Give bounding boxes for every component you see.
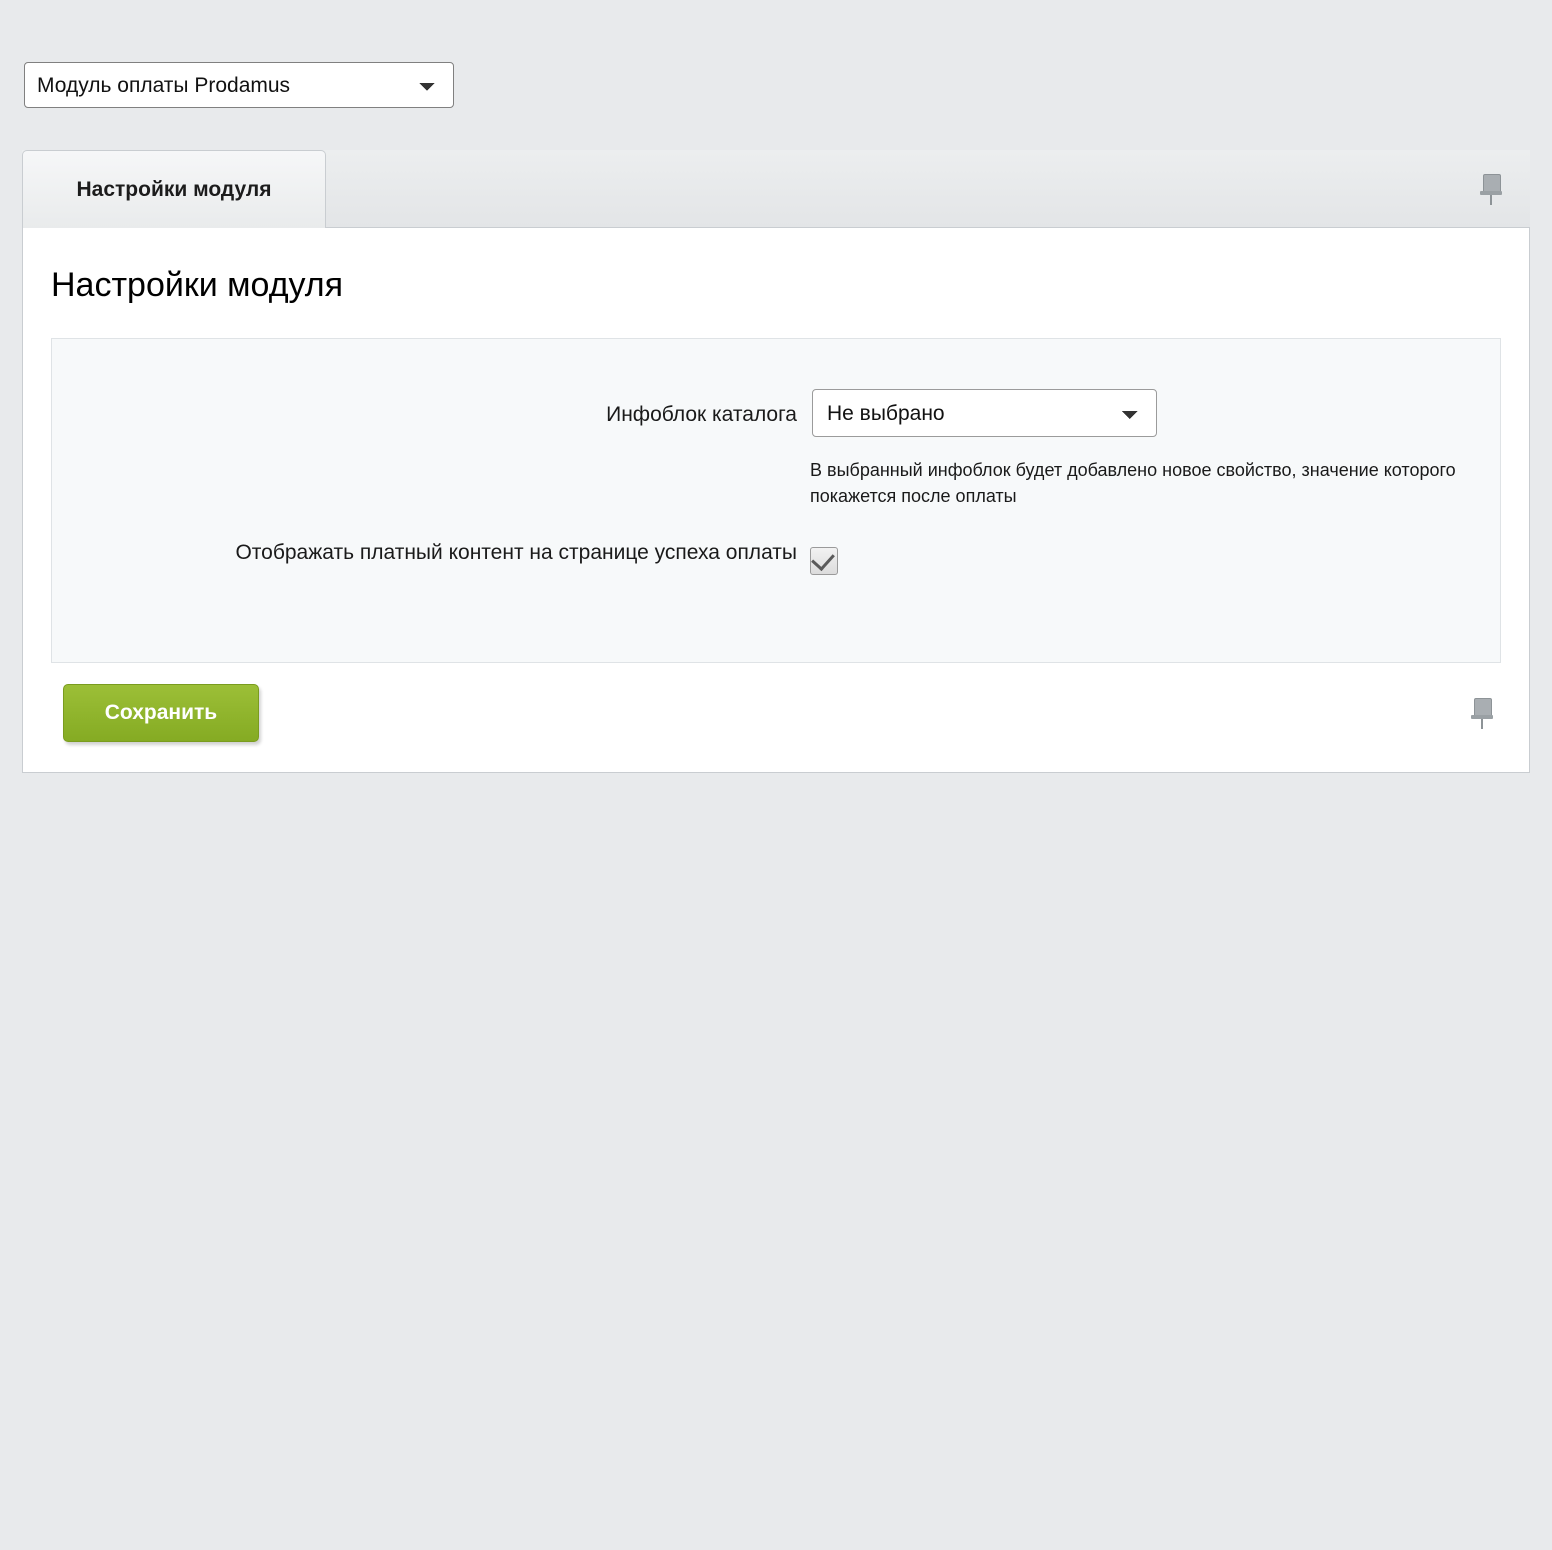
tab-strip bbox=[22, 150, 1530, 228]
settings-fieldset bbox=[51, 338, 1501, 663]
check-icon bbox=[811, 547, 835, 571]
pin-icon[interactable] bbox=[1480, 174, 1502, 204]
module-selector-wrap bbox=[24, 62, 454, 108]
save-button[interactable]: Сохранить bbox=[63, 684, 259, 742]
infoblock-hint: В выбранный инфоблок будет добавлено новое свойство, значение которого покажется после оплаты bbox=[810, 460, 1456, 507]
tab-module-settings-label: Настройки модуля bbox=[76, 177, 272, 201]
pin-needle bbox=[1490, 195, 1492, 205]
settings-panel bbox=[22, 228, 1530, 773]
paid-content-checkbox[interactable] bbox=[810, 547, 838, 575]
module-select[interactable] bbox=[24, 62, 454, 108]
page-title: Настройки модуля bbox=[51, 266, 344, 304]
infoblock-select[interactable] bbox=[812, 389, 1157, 437]
tab-module-settings[interactable] bbox=[22, 150, 326, 228]
paid-content-label: Отображать платный контент на странице успеха оплаты bbox=[235, 541, 797, 564]
pin-needle bbox=[1481, 719, 1483, 729]
pin-icon[interactable] bbox=[1471, 698, 1493, 728]
infoblock-label: Инфоблок каталога bbox=[606, 403, 797, 426]
